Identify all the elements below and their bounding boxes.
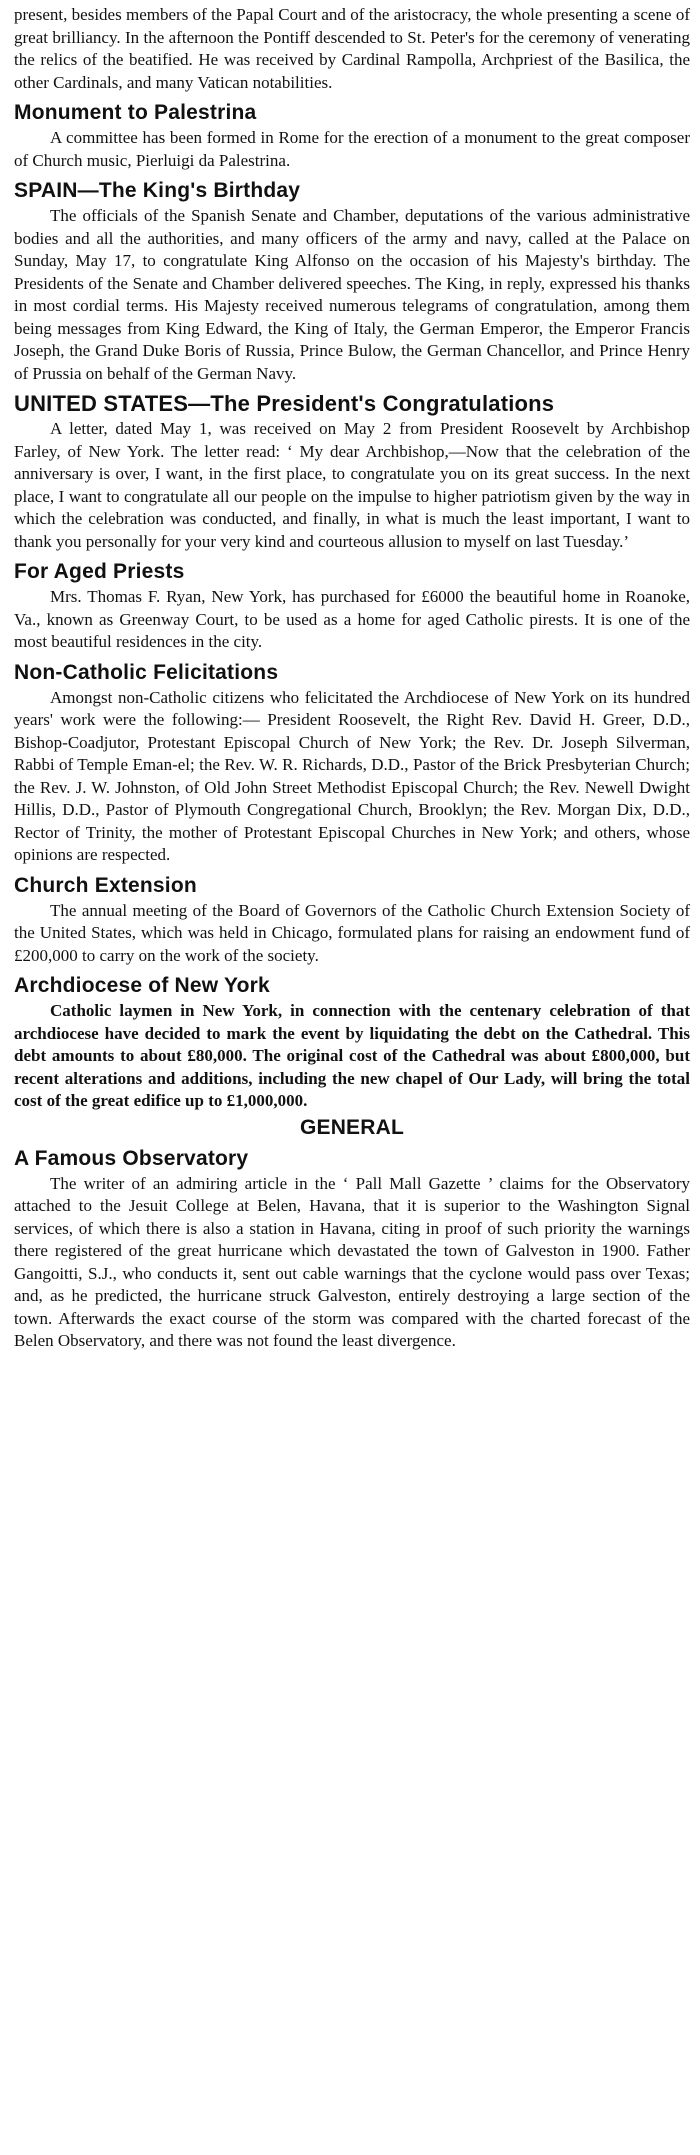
body-church-extension: The annual meeting of the Board of Governors of the Catholic Church Extension Society of the United States, which was held in Chicago, formulated plans for raising an endowment fund of £200,000 to carry on the work of the society. [14, 900, 690, 965]
heading-spain-king-birthday: SPAIN—The King's Birthday [14, 179, 301, 202]
heading-archdiocese-new-york: Archdiocese of New York [14, 974, 270, 997]
body-famous-observatory: The writer of an admiring article in the ‘ Pall Mall Gazette ’ claims for the Observatory attached to the Jesuit College at Belen, Havana, that it is superior to the Washington Signal services, of which there is also a station in Havana, citing in proof of such priority the warnings there registered of the great hurricane which devastated the town of Galveston in 1900. Father Gangoitti, S.J., who conducts it, sent out cable warnings that the cyclone would pass over Texas; and, as he predicted, the hurricane struck Galveston, entirely destroying a large section of the town. Afterwards the exact course of the storm was compared with the charted forecast of the Belen Observatory, and there was not found the least divergence. [14, 1173, 690, 1350]
heading-non-catholic-felicitations: Non-Catholic Felicitations [14, 660, 279, 684]
heading-monument-palestrina: Monument to Palestrina [14, 101, 257, 124]
intro-paragraph: present, besides members of the Papal Court and of the aristocracy, the whole presenting a scene of great brilliancy. In the afternoon the Pontiff descended to St. Peter's for the ceremony of venerating the relics of the beatified. He was received by Cardinal Rampolla, Archpriest of the Basilica, the other Cardinals, and many Vatican notabilities. [14, 5, 690, 92]
body-non-catholic-felicitations: Amongst non-Catholic citizens who felicitated the Archdiocese of New York on its hundred years' work were the following:— President Roosevelt, the Right Rev. David H. Greer, D.D., Bishop-Coadjutor, Protestant Episcopal Church of New York; the Rev. Dr. Joseph Silverman, Rabbi of Temple Eman-el; the Rev. W. R. Richards, D.D., Pastor of the Brick Presbyterian Church; the Rev. J. W. Johnston, of Old John Street Methodist Episcopal Church; the Rev. Newell Dwight Hillis, D.D., Pastor of Plymouth Congregational Church, Brooklyn; the Rev. Morgan Dix, D.D., Rector of Trinity, the mother of Protestant Episcopal Churches in New York; and others, whose opinions are respected. [14, 687, 690, 864]
body-united-states-congratulations: A letter, dated May 1, was received on May 2 from President Roosevelt by Archbishop Farley, of New York. The letter read: ‘ My dear Archbishop,—Now that the celebration of the anniversary is over, I want, in the first place, to congratulate you on its great success. In the next place, I want to congratulate all our people on the impulse to higher patriotism given by the way in which the celebration was conducted, and finally, in what is much the least important, I want to thank you personally for your very kind and courteous allusion to myself on last Tuesday.’ [14, 419, 690, 551]
body-aged-priests: Mrs. Thomas F. Ryan, New York, has purchased for £6000 the beautiful home in Roanoke, Va., known as Greenway Court, to be used as a home for aged Catholic pirests. It is one of the most beautiful residences in the city. [14, 587, 690, 651]
heading-church-extension: Church Extension [14, 873, 197, 897]
heading-aged-priests: For Aged Priests [14, 560, 185, 583]
general-section-label: GENERAL [299, 1115, 405, 1139]
body-spain-king-birthday: The officials of the Spanish Senate and Chamber, deputations of the various administrative bodies and all the authorities, and many officers of the army and navy, called at the Palace on Sunday, May 17, to congratulate King Alfonso on the occasion of his Majesty's birthday. The Presidents of the Senate and Chamber delivered speeches. The King, in reply, expressed his thanks in most cordial terms. His Majesty received numerous telegrams of congratulation, among them being messages from King Edward, the King of Italy, the German Emperor, the Emperor Francis Joseph, the Grand Duke Boris of Russia, Prince Bulow, the German Chancellor, and Prince Henry of Prussia on behalf of the German Navy. [14, 206, 690, 383]
body-monument-palestrina: A committee has been formed in Rome for the erection of a monument to the great composer of Church music, Pierluigi da Palestrina. [14, 128, 690, 170]
heading-united-states-congratulations: UNITED STATES—The President's Congratulations [14, 391, 555, 416]
heading-famous-observatory: A Famous Observatory [14, 1146, 249, 1170]
body-archdiocese-new-york: Catholic laymen in New York, in connection with the centenary celebration of that archdiocese have decided to mark the event by liquidating the debt on the Cathedral. This debt amounts to about £80,000. The original cost of the Cathedral was about £800,000, but recent alterations and additions, including the new chapel of Our Lady, will bring the total cost of the great edifice up to £1,000,000. [14, 1001, 690, 1110]
